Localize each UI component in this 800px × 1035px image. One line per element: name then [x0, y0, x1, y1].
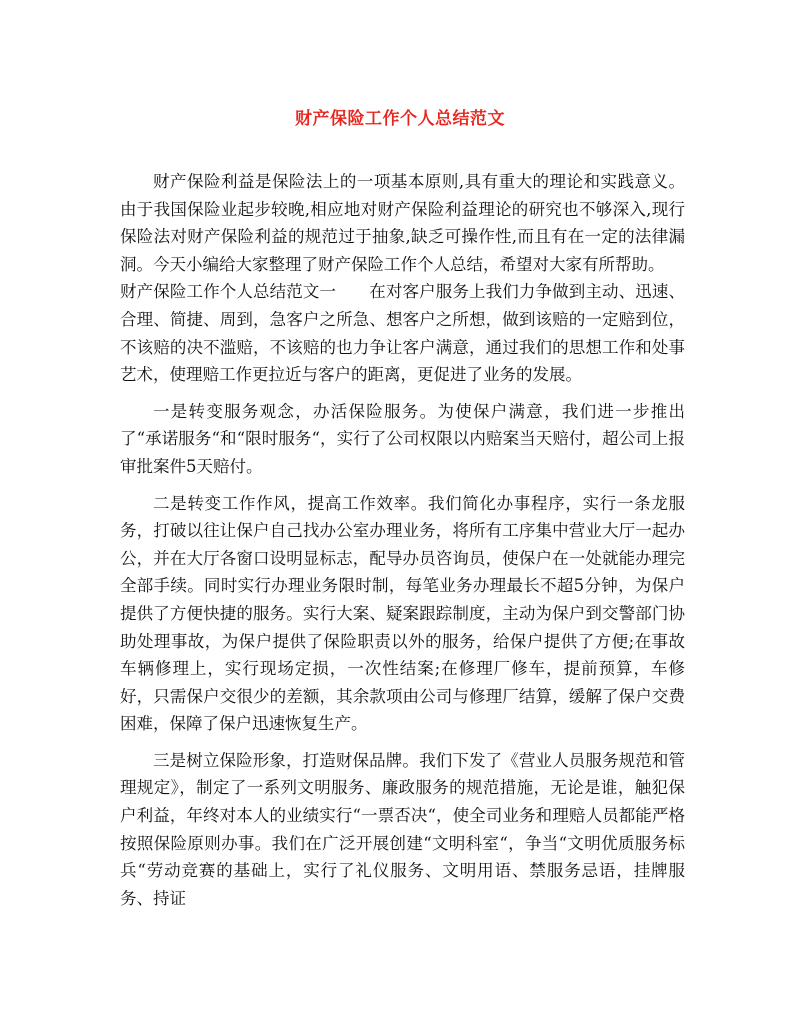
intro-paragraph: 财产保险利益是保险法上的一项基本原则,具有重大的理论和实践意义。由于我国保险业起步较晚,相应地对财产保险利益理论的研究也不够深入,现行保险法对财产保险利益的规范过于抽象,缺乏可操作性,而且有在一定的法律漏洞。今天小编给大家整理了财产保险工作个人总结，希望对大家有所帮助。 — [120, 172, 685, 274]
section-label: 财产保险工作个人总结范文一 — [120, 282, 337, 302]
section-paragraph — [120, 278, 685, 388]
section-text: 在对客户服务上我们力争做到主动、迅速、合理、简捷、周到，急客户之所急、想客户之所想，做到该赔的一定赔到位，不该赔的决不滥赔，不该赔的也力争让客户满意，通过我们的思想工作和处事艺术，使理赔工作更拉近与客户的距离，更促进了业务的发展。 — [120, 282, 686, 385]
paragraph-one: 一是转变服务观念，办活保险服务。为使保户满意，我们进一步推出了“承诺服务“和“限时服务“，实行了公司权限以内赔案当天赔付，超公司上报审批案件5天赔付。 — [120, 401, 685, 476]
paragraph-three: 三是树立保险形象，打造财保品牌。我们下发了《营业人员服务规范和管理规定》，制定了一系列文明服务、廉政服务的规范措施，无论是谁，触犯保户利益，年终对本人的业绩实行“一票否决“，使全司业务和理赔人员都能严格按照保险原则办事。我们在广泛开展创建“文明科室“，争当“文明优质服务标兵“劳动竞赛的基础上，实行了礼仪服务、文明用语、禁服务忌语，挂牌服务、持证 — [120, 750, 685, 908]
document-title: 财产保险工作个人总结范文 — [295, 109, 505, 129]
paragraph-two: 二是转变工作作风，提高工作效率。我们简化办事程序，实行一条龙服务，打破以往让保户自己找办公室办理业务，将所有工序集中营业大厅一起办公，并在大厅各窗口设明显标志，配导办员咨询员，使保户在一处就能办理完全部手续。同时实行办理业务限时制，每笔业务办理最长不超5分钟，为保户提供了方便快捷的服务。实行大案、疑案跟踪制度，主动为保户到交警部门协助处理事故，为保户提供了保险职责以外的服务，给保户提供了方便;在事故车辆修理上，实行现场定损，一次性结案;在修理厂修车，提前预算，车修好，只需保户交很少的差额，其余款项由公司与修理厂结算，缓解了保户交费困难，保障了保户迅速恢复生产。 — [120, 493, 685, 734]
document-body — [120, 168, 685, 912]
